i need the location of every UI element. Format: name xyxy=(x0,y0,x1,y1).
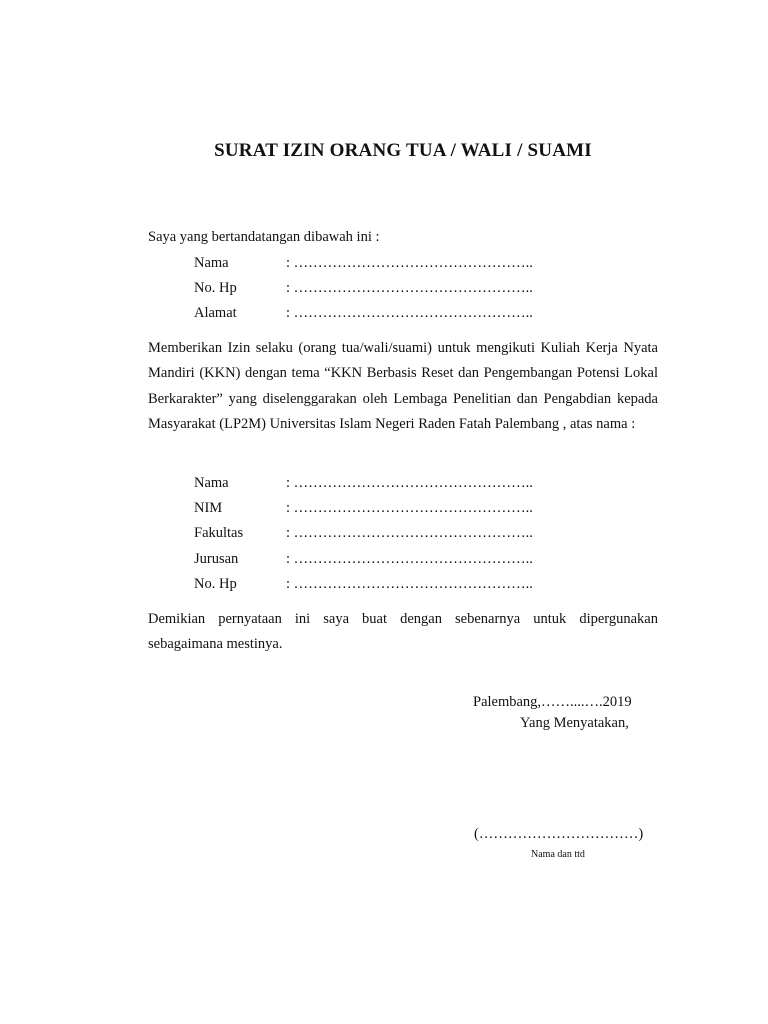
field-row-parent-name xyxy=(194,251,533,276)
signer-label: Yang Menyatakan, xyxy=(520,715,629,731)
place-date: Palembang,……....….2019 xyxy=(473,694,632,710)
field-row-student-phone xyxy=(194,572,533,597)
field-label: No. Hp xyxy=(194,280,237,297)
field-label: Jurusan xyxy=(194,550,239,567)
parent-fields xyxy=(194,251,533,327)
field-blank: : ………………………………………….. xyxy=(286,255,533,271)
student-fields xyxy=(194,471,533,597)
field-blank: : ………………………………………….. xyxy=(286,500,533,517)
intro-text: Saya yang bertandatangan dibawah ini : xyxy=(148,229,380,245)
field-row-parent-address xyxy=(194,301,533,326)
field-blank: : ………………………………………….. xyxy=(286,475,533,491)
field-blank: : ………………………………………….. xyxy=(286,525,533,542)
document-title: SURAT IZIN ORANG TUA / WALI / SUAMI xyxy=(214,140,592,161)
field-label: Fakultas xyxy=(194,525,244,542)
signature-line: (……………………………) xyxy=(474,826,644,842)
field-label: No. Hp xyxy=(194,575,237,592)
field-blank: : ………………………………………….. xyxy=(286,575,533,592)
field-blank: : ………………………………………….. xyxy=(286,550,533,567)
field-blank: : ………………………………………….. xyxy=(286,305,533,322)
field-row-parent-phone xyxy=(194,276,533,301)
field-label: NIM xyxy=(194,500,223,517)
field-row-student-major xyxy=(194,547,533,572)
field-blank: : ………………………………………….. xyxy=(286,280,533,297)
field-label: Alamat xyxy=(194,305,237,322)
permission-paragraph: Memberikan Izin selaku (orang tua/wali/suami) untuk mengikuti Kuliah Kerja Nyata Mandiri (KKN) dengan tema “KKN Berbasis Reset dan Pengembangan Potensi Lokal Berkarakter” yang diselenggarakan oleh Lembaga Penelitian dan Pengabdian kepada Masyarakat (LP2M) Universitas Islam Negeri Raden Fatah Palembang , atas nama : xyxy=(148,340,658,432)
field-label: Nama xyxy=(194,475,229,491)
field-row-student-name xyxy=(194,471,533,496)
closing-paragraph: Demikian pernyataan ini saya buat dengan sebenarnya untuk dipergunakan sebagaimana mestinya. xyxy=(148,611,658,653)
field-label: Nama xyxy=(194,255,229,271)
signature-caption: Nama dan ttd xyxy=(531,849,585,860)
field-row-student-nim xyxy=(194,496,533,521)
field-row-student-faculty xyxy=(194,521,533,546)
